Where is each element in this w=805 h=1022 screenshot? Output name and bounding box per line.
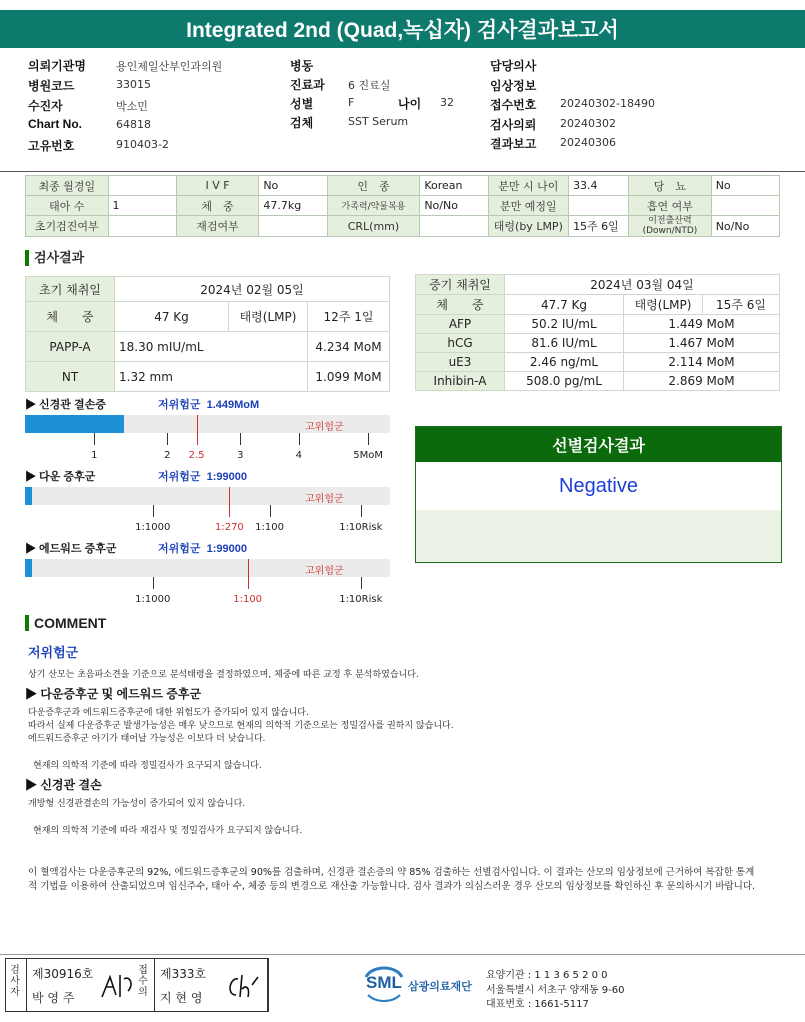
tick-mark <box>361 505 362 517</box>
tick-label: 1:1000 <box>135 594 171 605</box>
tick-mark <box>167 433 168 445</box>
tick-label: 2 <box>164 450 171 461</box>
info-label: 접수번호 <box>490 98 537 112</box>
risk-bar-result: 저위험군 1:99000 <box>158 543 247 555</box>
info-cell: 당 뇨 <box>629 176 712 196</box>
comment-line: 따라서 실제 다운증후군 발생가능성은 매우 낮으므로 현재의 의학적 기준으로는 정밀검사를 권하지 않습니다. <box>28 721 454 731</box>
info-label: 검사의뢰 <box>490 117 537 132</box>
info-label: Chart No. <box>28 117 82 131</box>
report-title: Integrated 2nd (Quad,녹십자) 검사결과보고서 <box>0 10 805 48</box>
table-row <box>416 295 780 315</box>
info-cell: 33.4 <box>569 176 629 196</box>
first-weight-label: 체 중 <box>26 302 115 332</box>
receiver-name: 지 현 영 <box>160 991 203 1005</box>
info-row <box>28 97 268 113</box>
marker-mom: 1.467 MoM <box>624 334 780 353</box>
info-cell: 흡연 여부 <box>629 196 712 216</box>
marker-name: hCG <box>416 334 505 353</box>
info-value: 33015 <box>116 78 151 91</box>
results-section-label: 검사결과 <box>25 250 84 266</box>
info-cell: 분만 예정일 <box>488 196 568 216</box>
tick-label: 4 <box>295 450 302 461</box>
comment-line: 에드워드증후군 아기가 태어날 가능성은 이보다 더 낮습니다. <box>28 734 266 744</box>
info-row-1 <box>26 176 780 196</box>
divider <box>26 959 27 1011</box>
risk-bar-group <box>25 396 390 466</box>
first-weight: 47 Kg <box>115 302 229 332</box>
info-cell <box>711 196 779 216</box>
info-cell: 최종 월경일 <box>26 176 109 196</box>
address: 서울특별시 서초구 양재동 9-60 <box>486 985 625 996</box>
tick-mark <box>197 415 198 445</box>
comment-title: COMMENT <box>25 615 106 631</box>
info-row <box>28 137 268 153</box>
info-cell: 이전출산력 (Down/NTD) <box>629 216 712 237</box>
info-value: F <box>348 96 355 109</box>
info-value: 64818 <box>116 118 151 131</box>
tick-mark <box>368 433 369 445</box>
second-weight-label: 체 중 <box>416 295 505 315</box>
info-cell <box>108 176 176 196</box>
age-value: 32 <box>440 96 454 109</box>
table-row <box>416 275 780 295</box>
risk-bar-result: 저위험군 1:99000 <box>158 471 247 483</box>
tick-label: 1:100 <box>233 594 263 605</box>
info-row <box>490 57 730 73</box>
tick-mark <box>361 577 362 589</box>
table-row <box>416 334 780 353</box>
risk-bars <box>25 396 390 611</box>
high-risk-label: 고위험군 <box>305 422 344 433</box>
info-cell: 태아 수 <box>26 196 109 216</box>
tick-mark <box>229 487 230 517</box>
info-row <box>490 116 730 132</box>
info-value: 20240302-18490 <box>560 97 655 110</box>
info-label: 수진자 <box>28 99 63 113</box>
comment-line: 현재의 의학적 기준에 따라 정밀검사가 요구되지 않습니다. <box>33 761 262 771</box>
risk-group-heading: 저위험군 <box>28 645 79 660</box>
tick-label: 3 <box>237 450 244 461</box>
marker-value: 508.0 pg/mL <box>505 372 624 391</box>
info-cell <box>569 196 629 216</box>
tick-mark <box>270 505 271 517</box>
divider <box>0 171 805 172</box>
info-label: 의뢰기관명 <box>28 59 86 73</box>
table-row <box>26 332 390 362</box>
info-label: 성별 <box>290 97 314 111</box>
info-cell: 1 <box>108 196 176 216</box>
info-row <box>490 135 730 151</box>
info-cell: 47.7kg <box>259 196 327 216</box>
info-value: 용인제일산부인과의원 <box>116 60 223 73</box>
info-cell: 가족력/약물복용 <box>327 196 420 216</box>
risk-bar-group <box>25 540 390 610</box>
info-cell: 인 종 <box>327 176 420 196</box>
logo-text: SML <box>366 973 402 992</box>
info-cell: 재검여부 <box>176 216 259 237</box>
receiver-license: 제333호 <box>160 967 207 981</box>
clinical-info-table <box>25 175 780 237</box>
marker-value: 50.2 IU/mL <box>505 315 624 334</box>
high-risk-label: 고위험군 <box>305 566 344 577</box>
tick-label: 1:10Risk <box>339 594 383 605</box>
marker-mom: 2.869 MoM <box>624 372 780 391</box>
high-risk-label: 고위험군 <box>305 494 344 505</box>
tick-mark <box>240 433 241 445</box>
tick-mark <box>299 433 300 445</box>
marker-value: 81.6 IU/mL <box>505 334 624 353</box>
info-row-3 <box>26 216 780 237</box>
risk-bar-fill <box>25 487 32 505</box>
info-cell: 태령(by LMP) <box>488 216 568 237</box>
second-weight: 47.7 Kg <box>505 295 624 315</box>
tick-mark <box>248 559 249 589</box>
info-cell <box>108 216 176 237</box>
screening-result-box <box>415 426 782 563</box>
risk-bar-label: ▶ 다운 증후군 <box>25 471 96 483</box>
tick-label: 1:1000 <box>135 522 171 533</box>
tick-label: 1:10Risk <box>339 522 383 533</box>
info-row <box>28 57 268 73</box>
info-row <box>28 77 268 93</box>
marker-mom: 2.114 MoM <box>624 353 780 372</box>
info-cell: 초기검진여부 <box>26 216 109 237</box>
signature-box-receiver <box>134 958 268 1012</box>
table-row <box>26 277 390 302</box>
info-cell: No <box>259 176 327 196</box>
info-cell: I V F <box>176 176 259 196</box>
info-cell: No/No <box>711 216 779 237</box>
info-label: 고유번호 <box>28 139 75 153</box>
info-label: 병동 <box>290 59 314 73</box>
marker-value: 1.32 mm <box>115 362 308 392</box>
comment-line: 상기 산모는 초음파소견을 기준으로 분석태령을 결정하였으며, 체중에 따른 교정 후 분석하였습니다. <box>28 670 419 680</box>
receiver-label: 접수의 <box>138 965 148 998</box>
table-row <box>26 302 390 332</box>
age-label: 나이 <box>398 97 422 111</box>
table-row <box>416 353 780 372</box>
risk-bar-label: ▶ 에드워드 증후군 <box>25 543 117 555</box>
info-value: 20240302 <box>560 116 616 130</box>
org-code: 요양기관 : 1 1 3 6 5 2 0 0 <box>486 970 608 981</box>
company-name: 삼광의료재단 <box>408 980 472 993</box>
info-label: 진료과 <box>290 78 325 92</box>
marker-name: NT <box>26 362 115 392</box>
ntd-heading: ▶ 신경관 결손 <box>25 778 102 792</box>
info-label: 검체 <box>290 116 314 130</box>
info-cell: Korean <box>420 176 488 196</box>
info-row <box>490 96 730 112</box>
screening-result-title: 선별검사결과 <box>416 427 781 462</box>
risk-bar-fill <box>25 415 124 433</box>
risk-bar-fill <box>25 559 32 577</box>
table-row <box>416 372 780 391</box>
marker-mom: 4.234 MoM <box>308 332 390 362</box>
tick-mark <box>153 505 154 517</box>
info-row <box>490 77 730 93</box>
marker-value: 2.46 ng/mL <box>505 353 624 372</box>
info-value: SST Serum <box>348 115 409 128</box>
first-ga: 12주 1일 <box>308 302 390 332</box>
second-ga-label: 태령(LMP) <box>624 295 703 315</box>
tick-label: 2.5 <box>188 450 205 461</box>
marker-name: Inhibin-A <box>416 372 505 391</box>
second-ga: 15주 6일 <box>703 295 780 315</box>
info-row <box>28 117 268 133</box>
second-trimester-table <box>415 274 780 391</box>
first-date-label: 초기 채취일 <box>26 277 115 302</box>
phone: 대표번호 : 1661-5117 <box>486 999 589 1010</box>
company-logo <box>362 963 482 1003</box>
info-value: 6 진료실 <box>348 79 391 92</box>
risk-bar-result: 저위험군 1.449MoM <box>158 399 260 411</box>
marker-mom: 1.099 MoM <box>308 362 390 392</box>
comment-line: 다운증후군과 에드워드증후군에 대한 위험도가 증가되어 있지 않습니다. <box>28 708 309 718</box>
divider <box>154 959 155 1011</box>
risk-bar-label: ▶ 신경관 결손증 <box>25 399 106 411</box>
info-cell <box>259 216 327 237</box>
second-date-label: 중기 채취일 <box>416 275 505 295</box>
tick-label: 1 <box>91 450 98 461</box>
tick-mark <box>153 577 154 589</box>
table-row <box>26 362 390 392</box>
tick-label: 5MoM <box>353 450 383 461</box>
tester-signature-icon <box>98 969 138 1003</box>
info-cell: No/No <box>420 196 488 216</box>
info-label: 병원코드 <box>28 79 75 93</box>
risk-bar-group <box>25 468 390 538</box>
second-date: 2024년 03월 04일 <box>505 275 780 295</box>
marker-name: uE3 <box>416 353 505 372</box>
tester-license: 제30916호 <box>32 967 94 981</box>
marker-name: AFP <box>416 315 505 334</box>
first-trimester-table <box>25 276 390 392</box>
tick-mark <box>94 433 95 445</box>
info-value: 910403-2 <box>116 138 169 151</box>
first-ga-label: 태령(LMP) <box>229 302 308 332</box>
info-cell: No <box>711 176 779 196</box>
info-cell <box>420 216 488 237</box>
info-cell: CRL(mm) <box>327 216 420 237</box>
tester-name: 박 영 주 <box>32 991 75 1005</box>
info-label: 임상정보 <box>490 78 537 93</box>
info-label: 담당의사 <box>490 59 537 73</box>
info-cell: 체 중 <box>176 196 259 216</box>
marker-value: 18.30 mIU/mL <box>115 332 308 362</box>
marker-name: PAPP-A <box>26 332 115 362</box>
tester-label: 검사자 <box>10 965 20 998</box>
bottom-note-1: 이 혈액검사는 다운증후군의 92%, 에드워드증후군의 90%를 검출하며, 신경관 결손증의 약 85% 검출하는 선별검사입니다. 이 결과는 산모의 임상정보에 근거하여 복잡한 통계 <box>28 867 755 878</box>
bottom-note-2: 적 기법을 이용하여 산출되었으며 임신주수, 태아 수, 체중 등의 변경으로 재산출 가능합니다. 검사 결과가 의심스러운 경우 산모의 임상정보를 확인하신 후 문의하시기 바랍니다. <box>28 881 756 892</box>
info-row-2 <box>26 196 780 216</box>
info-cell: 15주 6일 <box>569 216 629 237</box>
first-date: 2024년 02월 05일 <box>115 277 390 302</box>
down-edwards-heading: ▶ 다운증후군 및 에드워드 증후군 <box>25 687 202 701</box>
info-label: 결과보고 <box>490 137 537 151</box>
tick-label: 1:100 <box>255 522 284 533</box>
tick-label: 1:270 <box>214 522 244 533</box>
info-cell: 분만 시 나이 <box>488 176 568 196</box>
comment-line: 개방형 신경관결손의 가능성이 증가되어 있지 않습니다. <box>28 799 246 809</box>
table-row <box>416 315 780 334</box>
receiver-signature-icon <box>224 971 262 1001</box>
screening-result-footer <box>416 510 781 562</box>
info-value: 박소민 <box>116 100 148 113</box>
marker-mom: 1.449 MoM <box>624 315 780 334</box>
comment-line: 현재의 의학적 기준에 따라 재검사 및 정밀검사가 요구되지 않습니다. <box>33 826 303 836</box>
screening-result-value: Negative <box>416 462 781 510</box>
info-value: 20240306 <box>560 136 616 149</box>
